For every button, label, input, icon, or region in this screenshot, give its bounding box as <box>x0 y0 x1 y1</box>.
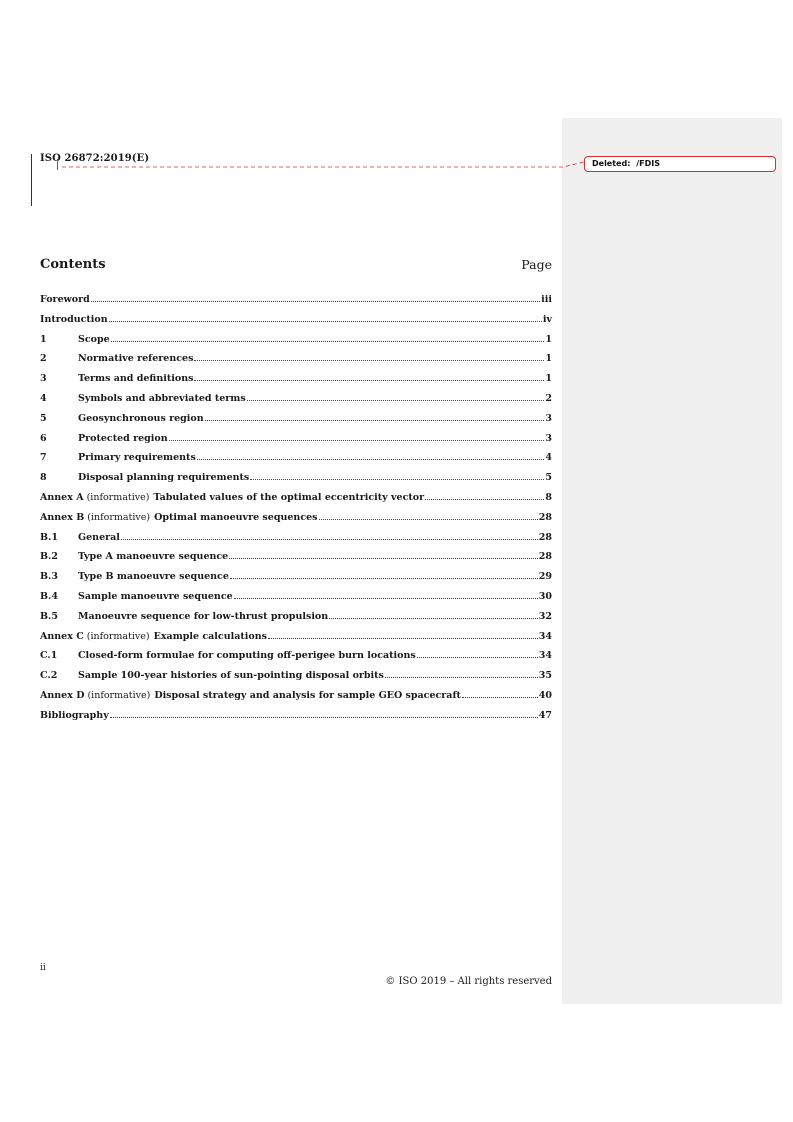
toc-dot-leader <box>417 657 538 658</box>
toc-dot-leader <box>111 341 545 342</box>
toc-entry-title: Type B manoeuvre sequence <box>78 571 229 583</box>
toc-entry-title: Disposal strategy and analysis for sample GEO spacecraft <box>154 689 461 701</box>
toc-dot-leader <box>109 321 542 322</box>
toc-entry-title: Bibliography <box>40 709 109 721</box>
toc-section-number: 3 <box>40 373 47 385</box>
toc-annex-label: Annex A <box>40 491 84 503</box>
toc-entry-title: General <box>78 531 120 543</box>
toc-entry[interactable] <box>40 650 552 670</box>
toc-dot-leader <box>169 440 545 441</box>
toc-entry[interactable] <box>40 413 552 433</box>
toc-annex-type: (informative) <box>86 491 150 503</box>
toc-entry[interactable] <box>40 472 552 492</box>
toc-section-number: 4 <box>40 392 47 404</box>
toc-page-number: 8 <box>545 491 552 503</box>
toc-entry[interactable] <box>40 433 552 453</box>
toc-page-number: 3 <box>545 432 552 444</box>
toc-entry[interactable] <box>40 591 552 611</box>
toc-annex-label: Annex C <box>40 630 84 642</box>
toc-entry[interactable] <box>40 512 552 532</box>
toc-page-number: 34 <box>538 650 552 662</box>
toc-entry-title: Example calculations <box>153 630 267 642</box>
toc-entry-title: Type A manoeuvre sequence <box>78 551 229 563</box>
toc-dot-leader <box>329 618 538 619</box>
toc-page-number: iii <box>541 294 552 305</box>
deletion-caret <box>57 159 63 170</box>
toc-entry-title: Primary requirements <box>78 452 196 464</box>
toc-page-number: 40 <box>538 689 552 701</box>
toc-entry[interactable] <box>40 690 552 710</box>
toc-page-number: 28 <box>538 551 552 563</box>
toc-page-number: 1 <box>545 353 552 365</box>
toc-entry[interactable] <box>40 373 552 393</box>
toc-page-number: 35 <box>538 670 552 682</box>
toc-dot-leader <box>194 360 544 361</box>
toc-entry[interactable] <box>40 551 552 571</box>
toc-annex-type: (informative) <box>87 689 151 701</box>
toc-entry[interactable] <box>40 532 552 552</box>
toc-dot-leader <box>91 301 540 302</box>
toc-annex-type: (informative) <box>87 511 151 523</box>
change-bar <box>31 154 32 206</box>
toc-section-number: B.3 <box>40 571 58 583</box>
toc-section-number: B.2 <box>40 551 58 563</box>
page-column-header: Page <box>521 257 552 272</box>
table-of-contents <box>40 294 552 730</box>
toc-dot-leader <box>462 697 538 698</box>
toc-entry[interactable] <box>40 314 552 334</box>
toc-dot-leader <box>205 420 545 421</box>
comment-label: Deleted: <box>592 159 631 168</box>
toc-dot-leader <box>247 400 545 401</box>
toc-entry[interactable] <box>40 294 552 314</box>
toc-section-number: C.1 <box>40 650 58 662</box>
toc-entry-title: Protected region <box>78 432 168 444</box>
toc-entry[interactable] <box>40 334 552 354</box>
toc-page-number: 4 <box>545 452 552 464</box>
toc-entry-title: Sample manoeuvre sequence <box>78 590 233 602</box>
toc-entry-title: Optimal manoeuvre sequences <box>154 511 318 523</box>
toc-section-number: 2 <box>40 353 47 365</box>
toc-entry-title: Normative references <box>78 353 194 365</box>
toc-entry-title: Tabulated values of the optimal eccentricity vector <box>153 491 425 503</box>
toc-entry[interactable] <box>40 631 552 651</box>
toc-entry-title: Disposal planning requirements <box>78 472 250 484</box>
toc-annex-label: Annex D <box>40 689 85 701</box>
footer-copyright: © ISO 2019 – All rights reserved <box>385 976 552 987</box>
toc-section-number: 6 <box>40 432 47 444</box>
toc-dot-leader <box>197 459 545 460</box>
toc-entry-title: Scope <box>78 333 110 345</box>
toc-page-number: 28 <box>538 531 552 543</box>
toc-page-number: 5 <box>545 472 552 484</box>
toc-entry-title: Geosynchronous region <box>78 412 204 424</box>
toc-entry-title: Symbols and abbreviated terms <box>78 392 246 404</box>
toc-entry[interactable] <box>40 571 552 591</box>
toc-page-number: 1 <box>545 373 552 385</box>
toc-entry-title: Sample 100-year histories of sun-pointing disposal orbits <box>78 670 384 682</box>
toc-entry[interactable] <box>40 353 552 373</box>
toc-entry-title: Terms and definitions <box>78 373 194 385</box>
toc-section-number: 5 <box>40 412 47 424</box>
toc-entry-title: Foreword <box>40 294 90 305</box>
toc-dot-leader <box>121 539 538 540</box>
toc-entry[interactable] <box>40 670 552 690</box>
toc-section-number: 8 <box>40 472 47 484</box>
toc-entry[interactable] <box>40 393 552 413</box>
toc-dot-leader <box>230 578 538 579</box>
toc-section-number: B.1 <box>40 531 58 543</box>
toc-dot-leader <box>250 479 544 480</box>
toc-page-number: 30 <box>538 590 552 602</box>
toc-page-number: 29 <box>538 571 552 583</box>
revision-comment-bubble[interactable] <box>584 156 776 172</box>
toc-annex-type: (informative) <box>86 630 150 642</box>
toc-dot-leader <box>229 558 538 559</box>
toc-dot-leader <box>194 380 544 381</box>
document-header: ISO 26872:2019(E) <box>40 153 150 164</box>
toc-section-number: 7 <box>40 452 47 464</box>
toc-dot-leader <box>234 598 538 599</box>
toc-page-number: 3 <box>545 412 552 424</box>
footer-page-number: ii <box>40 963 46 973</box>
toc-entry[interactable] <box>40 452 552 472</box>
toc-page-number: 2 <box>545 392 552 404</box>
toc-page-number: iv <box>542 313 552 325</box>
toc-page-number: 32 <box>538 610 552 622</box>
toc-page-number: 47 <box>538 709 552 721</box>
toc-page-number: 28 <box>538 511 552 523</box>
toc-dot-leader <box>268 638 538 639</box>
toc-dot-leader <box>425 499 544 500</box>
comment-text: /FDIS <box>636 159 660 168</box>
toc-section-number: B.5 <box>40 610 58 622</box>
toc-dot-leader <box>110 717 538 718</box>
toc-entry[interactable] <box>40 710 552 730</box>
toc-entry-title: Manoeuvre sequence for low-thrust propulsion <box>78 610 329 622</box>
toc-entry-title: Closed-form formulae for computing off-perigee burn locations <box>78 650 416 662</box>
toc-page-number: 1 <box>545 333 552 345</box>
toc-section-number: C.2 <box>40 670 58 682</box>
toc-entry[interactable] <box>40 492 552 512</box>
toc-dot-leader <box>319 519 538 520</box>
toc-entry[interactable] <box>40 611 552 631</box>
contents-title: Contents <box>40 257 106 272</box>
toc-entry-title: Introduction <box>40 313 108 325</box>
toc-section-number: 1 <box>40 333 47 345</box>
markup-pane <box>562 118 782 1004</box>
toc-section-number: B.4 <box>40 590 58 602</box>
toc-page-number: 34 <box>538 630 552 642</box>
toc-dot-leader <box>385 677 538 678</box>
toc-annex-label: Annex B <box>40 511 85 523</box>
